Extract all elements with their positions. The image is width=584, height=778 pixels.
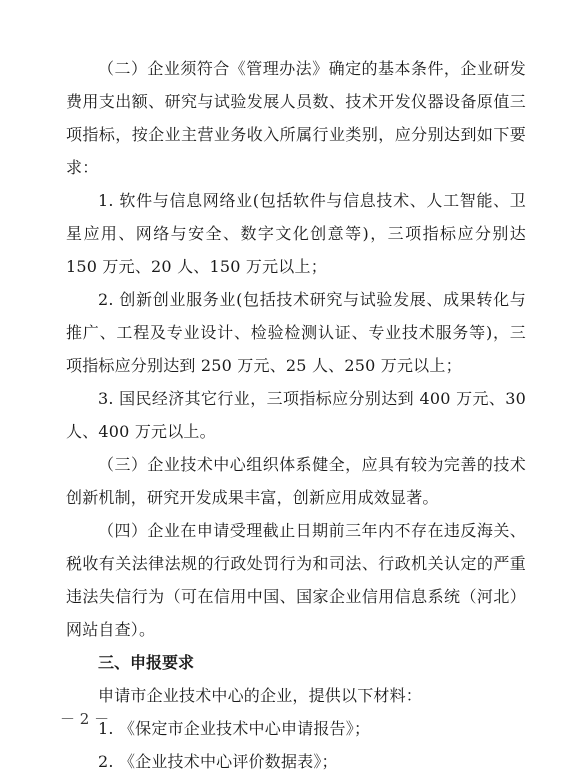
paragraph-basic-conditions: （二）企业须符合《管理办法》确定的基本条件，企业研发费用支出额、研究与试验发展人员数、技术开发仪器设备原值三项指标，按企业主营业务收入所属行业类别，应分别达到如下要求： [66, 59, 526, 177]
paragraph-organization-system: （三）企业技术中心组织体系健全，应具有较为完善的技术创新机制，研究开发成果丰富，创新应用成效显著。 [66, 455, 526, 507]
paragraph-materials-intro: 申请市企业技术中心的企业，提供以下材料： [98, 686, 423, 705]
document-body [66, 52, 526, 778]
list-item-evaluation-table: 2. 《企业技术中心评价数据表》； [98, 752, 338, 771]
section-heading-application: 三、申报要求 [98, 653, 195, 672]
page-number: － 2 － [60, 710, 110, 728]
paragraph-no-violations: （四）企业在申请受理截止日期前三年内不存在违反海关、税收有关法律法规的行政处罚行为和司法、行政机关认定的严重违法失信行为（可在信用中国、国家企业信用信息系统（河北）网站自查）。 [66, 521, 526, 639]
list-item-application-report: 1. 《保定市企业技术中心申请报告》； [98, 719, 371, 738]
paragraph-other-industries: 3. 国民经济其它行业，三项指标应分别达到 400 万元、30 人、400 万元以上。 [66, 389, 526, 441]
paragraph-innovation-service: 2. 创新创业服务业(包括技术研究与试验发展、成果转化与推广、工程及专业设计、检验检测认证、专业技术服务等)，三项指标应分别达到 250 万元、25 人、250 万元以上； [66, 290, 526, 375]
paragraph-software-industry: 1. 软件与信息网络业(包括软件与信息技术、人工智能、卫星应用、网络与安全、数字文化创意等)，三项指标应分别达 150 万元、20 人、150 万元以上； [66, 191, 526, 276]
